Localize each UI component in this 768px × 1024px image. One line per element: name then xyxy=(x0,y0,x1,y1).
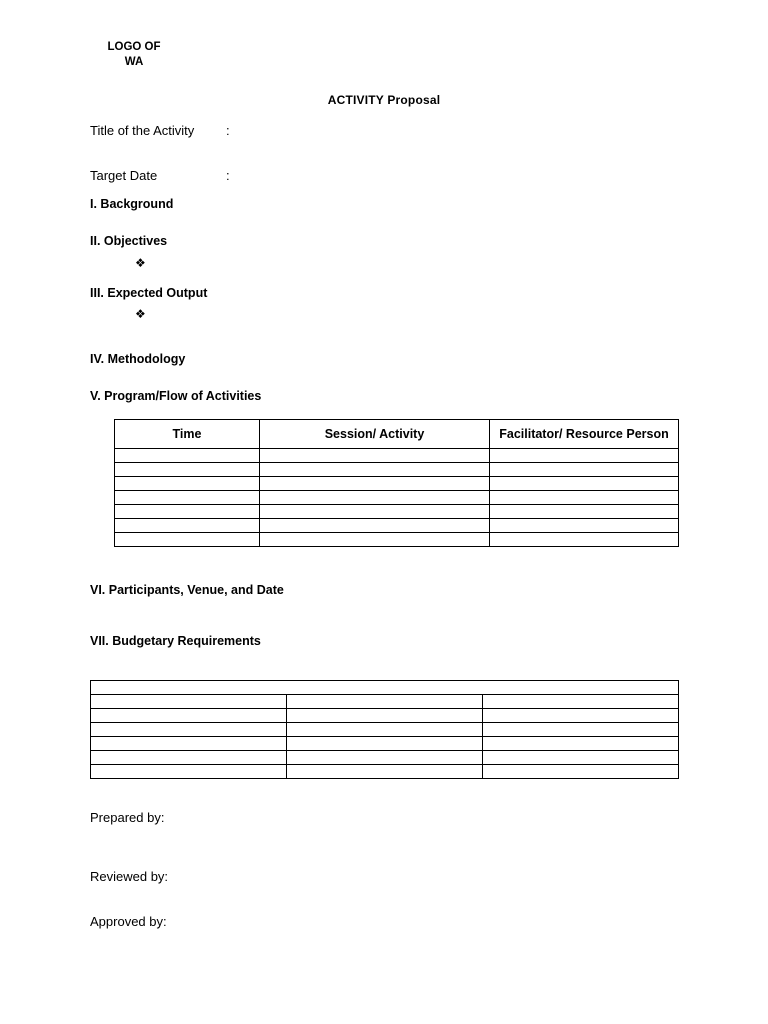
program-header-session: Session/ Activity xyxy=(260,420,490,449)
section-objectives: II. Objectives xyxy=(90,234,168,248)
section-program: V. Program/Flow of Activities xyxy=(90,389,262,403)
budget-table-row xyxy=(91,737,679,751)
budget-cell[interactable] xyxy=(287,709,483,723)
program-cell-time[interactable] xyxy=(115,519,260,533)
program-cell-time[interactable] xyxy=(115,491,260,505)
program-table-row xyxy=(115,519,679,533)
budget-cell[interactable] xyxy=(287,765,483,779)
budget-table-row xyxy=(91,695,679,709)
program-cell-session[interactable] xyxy=(260,491,490,505)
budget-title-cell[interactable] xyxy=(91,681,679,695)
budget-cell[interactable] xyxy=(91,695,287,709)
budget-cell[interactable] xyxy=(91,737,287,751)
budget-cell[interactable] xyxy=(91,765,287,779)
program-table-row xyxy=(115,533,679,547)
prepared-by-label: Prepared by: xyxy=(90,810,165,825)
target-date-colon: : xyxy=(226,168,230,183)
program-cell-session[interactable] xyxy=(260,533,490,547)
budget-cell[interactable] xyxy=(91,751,287,765)
budget-cell[interactable] xyxy=(483,751,679,765)
budget-cell[interactable] xyxy=(91,709,287,723)
program-cell-facilitator[interactable] xyxy=(490,491,679,505)
program-cell-session[interactable] xyxy=(260,463,490,477)
program-cell-time[interactable] xyxy=(115,449,260,463)
program-table-header-row xyxy=(115,420,679,449)
budget-cell[interactable] xyxy=(91,723,287,737)
program-table-row xyxy=(115,477,679,491)
budget-cell[interactable] xyxy=(287,723,483,737)
approved-by-label: Approved by: xyxy=(90,914,167,929)
program-table xyxy=(114,419,679,547)
budget-table-row xyxy=(91,765,679,779)
program-table-row xyxy=(115,505,679,519)
program-cell-time[interactable] xyxy=(115,505,260,519)
program-table-row xyxy=(115,463,679,477)
section-background: I. Background xyxy=(90,197,174,211)
objectives-bullet-icon: ❖ xyxy=(135,256,146,270)
document-title: ACTIVITY Proposal xyxy=(327,93,441,107)
program-header-time: Time xyxy=(115,420,260,449)
budget-table-title-row xyxy=(91,681,679,695)
budget-cell[interactable] xyxy=(483,723,679,737)
section-budget: VII. Budgetary Requirements xyxy=(90,634,261,648)
logo-line-1: LOGO OF xyxy=(107,41,161,53)
section-expected-output: III. Expected Output xyxy=(90,286,208,300)
logo-placeholder xyxy=(104,40,164,70)
budget-cell[interactable] xyxy=(483,695,679,709)
program-cell-facilitator[interactable] xyxy=(490,533,679,547)
program-cell-session[interactable] xyxy=(260,505,490,519)
budget-cell[interactable] xyxy=(483,709,679,723)
program-cell-facilitator[interactable] xyxy=(490,449,679,463)
budget-table-row xyxy=(91,751,679,765)
program-cell-time[interactable] xyxy=(115,463,260,477)
section-participants: VI. Participants, Venue, and Date xyxy=(90,583,284,597)
program-cell-facilitator[interactable] xyxy=(490,505,679,519)
program-cell-session[interactable] xyxy=(260,477,490,491)
program-cell-facilitator[interactable] xyxy=(490,463,679,477)
activity-title-colon: : xyxy=(226,123,230,138)
budget-table-row xyxy=(91,723,679,737)
program-cell-time[interactable] xyxy=(115,477,260,491)
budget-table xyxy=(90,680,679,779)
target-date-label: Target Date xyxy=(90,168,158,183)
program-cell-facilitator[interactable] xyxy=(490,477,679,491)
budget-cell[interactable] xyxy=(483,765,679,779)
program-cell-session[interactable] xyxy=(260,449,490,463)
budget-cell[interactable] xyxy=(483,737,679,751)
budget-cell[interactable] xyxy=(287,737,483,751)
expected-output-bullet-icon: ❖ xyxy=(135,307,146,321)
logo-line-2: WA xyxy=(124,56,144,68)
program-header-facilitator: Facilitator/ Resource Person xyxy=(490,420,679,449)
reviewed-by-label: Reviewed by: xyxy=(90,869,169,884)
budget-cell[interactable] xyxy=(287,695,483,709)
program-cell-session[interactable] xyxy=(260,519,490,533)
section-methodology: IV. Methodology xyxy=(90,352,186,366)
budget-table-row xyxy=(91,709,679,723)
program-table-row xyxy=(115,491,679,505)
program-table-row xyxy=(115,449,679,463)
program-cell-time[interactable] xyxy=(115,533,260,547)
activity-title-label: Title of the Activity xyxy=(90,123,195,138)
program-cell-facilitator[interactable] xyxy=(490,519,679,533)
budget-cell[interactable] xyxy=(287,751,483,765)
